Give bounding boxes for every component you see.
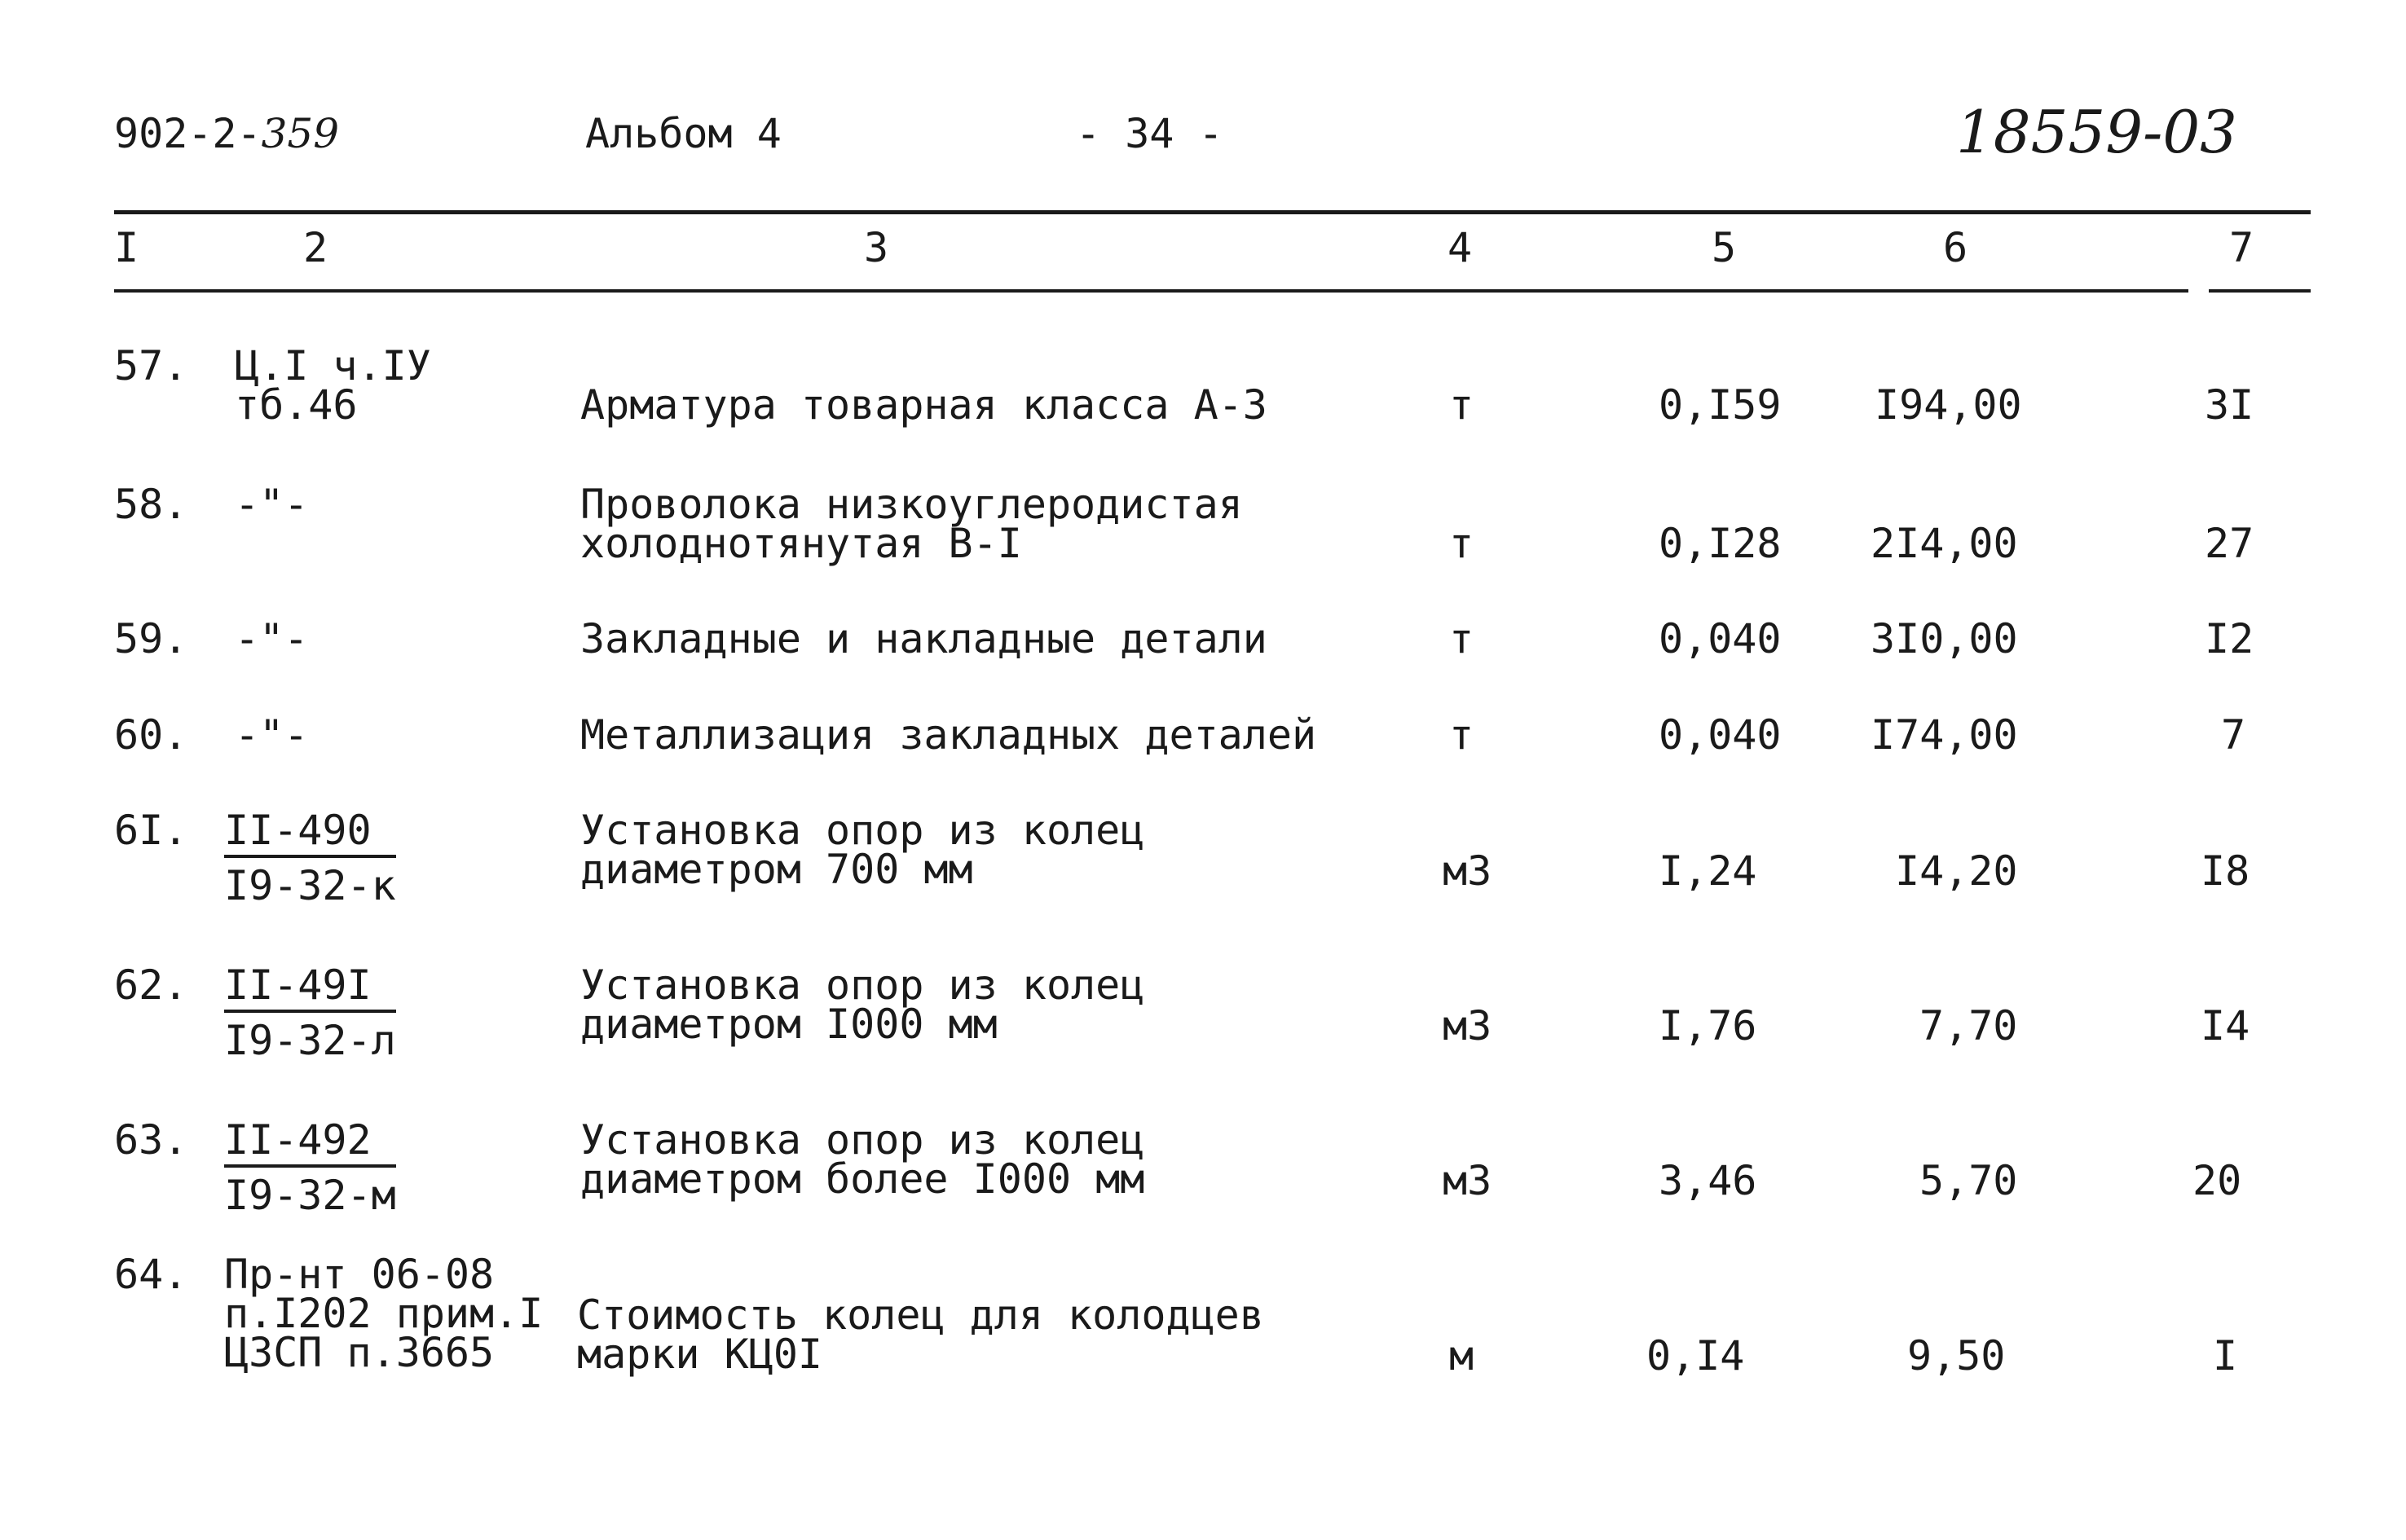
row-unit: т <box>1449 381 1474 429</box>
reference-numerator: II-492 <box>224 1120 396 1168</box>
column-number-4: 4 <box>1448 224 1473 271</box>
reference-numerator: II-490 <box>224 811 396 858</box>
top-rule <box>114 210 2311 214</box>
description-line: диаметром более I000 мм <box>580 1155 1145 1203</box>
column-number-3: 3 <box>864 224 889 271</box>
column-number-1: I <box>114 224 139 271</box>
reference-line: Пр-нт 06-08 <box>224 1251 495 1298</box>
row-total: I4 <box>2201 1002 2250 1049</box>
row-description <box>580 481 1243 567</box>
row-reference <box>224 1251 544 1376</box>
row-number: 63. <box>114 1116 188 1164</box>
row-unit: т <box>1449 711 1474 759</box>
column-number-5: 5 <box>1712 224 1737 271</box>
row-unit: т <box>1449 615 1474 662</box>
row-price: 5,70 <box>1919 1157 2018 1204</box>
reference-line: тб.46 <box>235 381 358 429</box>
row-number: 58. <box>114 481 188 528</box>
reference-numerator: II-49I <box>224 966 396 1013</box>
row-quantity: 3,46 <box>1659 1157 1757 1204</box>
row-description <box>577 1291 1264 1378</box>
row-number: 64. <box>114 1251 188 1298</box>
row-price: 2I4,00 <box>1871 520 2018 567</box>
description-line: Проволока низкоуглеродистая <box>580 481 1243 528</box>
row-price: 7,70 <box>1919 1002 2018 1049</box>
row-price: 9,50 <box>1907 1332 2006 1379</box>
column-header-rule <box>114 289 2188 293</box>
row-reference: -"- <box>235 481 309 528</box>
reference-denominator: I9-32-м <box>224 1172 396 1219</box>
description-line: холоднотянутая В-I <box>580 520 1022 567</box>
row-description: Закладные и накладные детали <box>580 615 1267 662</box>
row-unit: м <box>1449 1332 1474 1379</box>
row-quantity: 0,I4 <box>1646 1332 1745 1379</box>
reference-line: п.I202 прим.I <box>224 1290 544 1337</box>
row-number: 60. <box>114 711 188 759</box>
row-reference-fraction <box>224 961 396 1064</box>
column-number-7: 7 <box>2229 224 2254 271</box>
column-number-2: 2 <box>303 224 328 271</box>
document-number-prefix: 902-2- <box>114 110 262 157</box>
row-quantity: I,76 <box>1659 1002 1757 1049</box>
column-number-6: 6 <box>1943 224 1968 271</box>
row-quantity: I,24 <box>1659 847 1757 895</box>
reference-line: ЦЗСП п.3665 <box>224 1329 495 1376</box>
row-unit: т <box>1449 520 1474 567</box>
row-total: 27 <box>2205 520 2254 567</box>
row-number: 6I. <box>114 807 188 854</box>
album-label: Альбом 4 <box>585 110 782 157</box>
row-quantity: 0,040 <box>1659 711 1782 759</box>
row-total: I2 <box>2205 615 2254 662</box>
row-number: 59. <box>114 615 188 662</box>
row-reference: -"- <box>235 711 309 759</box>
page-number: - 34 - <box>1076 110 1223 157</box>
handwritten-stamp: 18559-03 <box>1956 98 2237 166</box>
row-reference-fraction <box>224 1116 396 1219</box>
row-number: 62. <box>114 961 188 1009</box>
row-reference: -"- <box>235 615 309 662</box>
row-quantity: 0,040 <box>1659 615 1782 662</box>
row-unit: м3 <box>1443 1157 1492 1204</box>
row-quantity: 0,I59 <box>1659 381 1782 429</box>
row-price: I94,00 <box>1875 381 2022 429</box>
row-price: I4,20 <box>1895 847 2018 895</box>
description-line: Установка опор из колец <box>580 1116 1145 1164</box>
reference-denominator: I9-32-л <box>224 1017 396 1064</box>
row-description: Арматура товарная класса А-3 <box>580 381 1267 429</box>
row-description <box>580 1116 1145 1203</box>
row-description <box>580 807 1145 893</box>
row-unit: м3 <box>1443 847 1492 895</box>
row-price: 3I0,00 <box>1871 615 2018 662</box>
row-total: 7 <box>2221 711 2246 759</box>
description-line: диаметром 700 мм <box>580 846 973 893</box>
row-total: I <box>2213 1332 2238 1379</box>
row-reference-fraction <box>224 807 396 909</box>
description-line: марки КЦ0I <box>577 1331 823 1378</box>
row-number: 57. <box>114 342 188 389</box>
row-total: I8 <box>2201 847 2250 895</box>
document-number <box>114 110 339 157</box>
description-line: Стоимость колец для колодцев <box>577 1291 1264 1339</box>
row-unit: м3 <box>1443 1002 1492 1049</box>
document-number-handwritten: 359 <box>261 110 340 157</box>
row-total: 20 <box>2192 1157 2242 1204</box>
reference-denominator: I9-32-к <box>224 862 396 909</box>
row-total: 3I <box>2205 381 2254 429</box>
row-description: Металлизация закладных деталей <box>580 711 1317 759</box>
row-description <box>580 961 1145 1048</box>
description-line: Установка опор из колец <box>580 961 1145 1009</box>
row-quantity: 0,I28 <box>1659 520 1782 567</box>
row-reference <box>235 342 431 429</box>
row-price: I74,00 <box>1871 711 2018 759</box>
description-line: диаметром I000 мм <box>580 1001 998 1048</box>
reference-line: Ц.I ч.IУ <box>235 342 431 389</box>
column-header-rule-right <box>2209 289 2311 293</box>
description-line: Установка опор из колец <box>580 807 1145 854</box>
